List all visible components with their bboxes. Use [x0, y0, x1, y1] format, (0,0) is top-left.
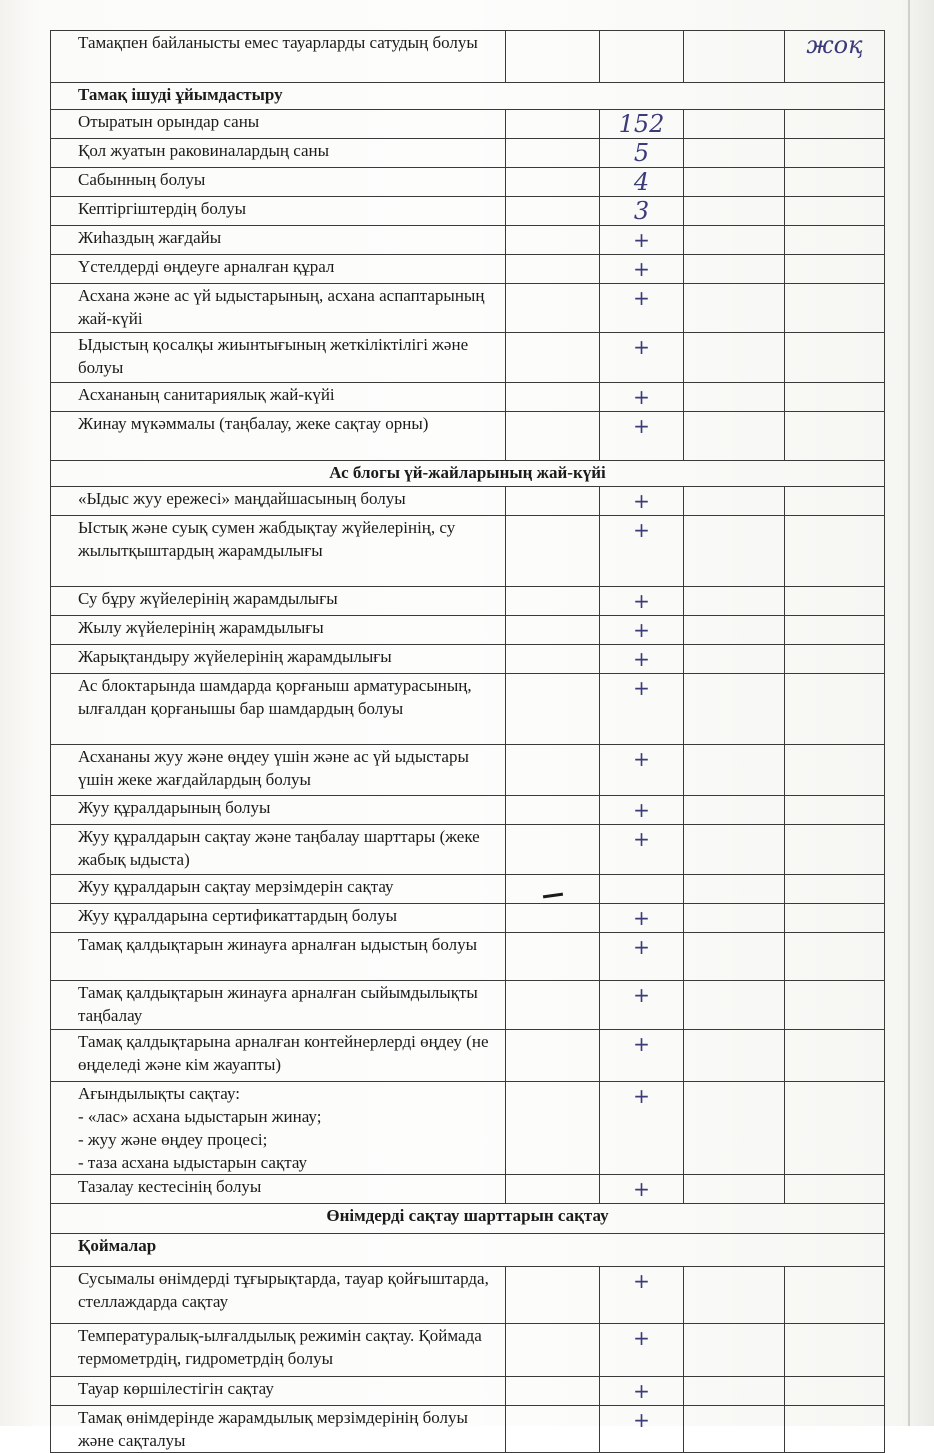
empty-cell — [785, 1406, 885, 1453]
handwritten-mark: + — [600, 333, 684, 383]
criterion-text: Тазалау кестесінің болуы — [51, 1175, 506, 1204]
empty-cell — [506, 139, 600, 168]
table-row — [51, 1175, 885, 1204]
empty-cell — [506, 745, 600, 796]
section-header-row — [51, 1234, 885, 1267]
empty-cell — [684, 933, 785, 981]
criterion-text: Ыдыстың қосалқы жиынтығының жеткіліктілігі және болуы — [51, 333, 506, 383]
criterion-text: Ыстық және суық сумен жабдықтау жүйелерінің, су жылытқыштардың жарамдылығы — [51, 516, 506, 587]
empty-cell — [785, 616, 885, 645]
empty-cell — [506, 255, 600, 284]
empty-cell — [684, 110, 785, 139]
empty-cell — [785, 1377, 885, 1406]
handwritten-mark: + — [600, 587, 684, 616]
empty-cell — [684, 168, 785, 197]
empty-cell — [684, 412, 785, 461]
section-title: Тамақ ішуді ұйымдастыру — [51, 83, 885, 110]
empty-cell — [506, 31, 600, 83]
page-edge — [908, 0, 910, 1426]
handwritten-mark: + — [600, 981, 684, 1030]
empty-cell — [506, 333, 600, 383]
empty-cell — [506, 981, 600, 1030]
handwritten-mark: + — [600, 1175, 684, 1204]
empty-cell — [785, 255, 885, 284]
criterion-text: Жиһаздың жағдайы — [51, 226, 506, 255]
empty-cell — [785, 516, 885, 587]
empty-cell — [785, 226, 885, 255]
table-row — [51, 226, 885, 255]
table-row — [51, 110, 885, 139]
criterion-text: Тауар көршілестігін сақтау — [51, 1377, 506, 1406]
empty-cell — [684, 825, 785, 875]
empty-cell — [684, 383, 785, 412]
criterion-text: «Ыдыс жуу ережесі» маңдайшасының болуы — [51, 487, 506, 516]
empty-cell — [684, 1406, 785, 1453]
empty-cell — [785, 284, 885, 333]
empty-cell — [684, 333, 785, 383]
table-row — [51, 284, 885, 333]
criterion-text: Ас блоктарында шамдарда қорғаныш арматурасының, ылғалдан қорғанышы бар шамдардың болуы — [51, 674, 506, 745]
criterion-text: Отыратын орындар саны — [51, 110, 506, 139]
empty-cell — [785, 1175, 885, 1204]
table-row — [51, 1377, 885, 1406]
table-row — [51, 796, 885, 825]
criterion-line: Ағындылықты сақтау: — [78, 1084, 240, 1103]
table-row — [51, 168, 885, 197]
empty-cell — [785, 1267, 885, 1324]
empty-cell — [684, 284, 785, 333]
table-row — [51, 197, 885, 226]
empty-cell — [684, 904, 785, 933]
criterion-text: Жинау мүкәммалы (таңбалау, жеке сақтау орны) — [51, 412, 506, 461]
criterion-text: Температуралық-ылғалдылық режимін сақтау. Қоймада термометрдің, гидрометрдің болуы — [51, 1324, 506, 1377]
empty-cell — [506, 1030, 600, 1082]
dash-mark — [506, 875, 600, 904]
empty-cell — [506, 226, 600, 255]
handwritten-mark: + — [600, 745, 684, 796]
criterion-text: Тамақпен байланысты емес тауарларды сатудың болуы — [51, 31, 506, 83]
handwritten-mark: + — [600, 284, 684, 333]
handwritten-mark: + — [600, 383, 684, 412]
empty-cell — [506, 674, 600, 745]
table-row — [51, 645, 885, 674]
table-row — [51, 933, 885, 981]
handwritten-mark: + — [600, 796, 684, 825]
empty-cell — [684, 487, 785, 516]
handwritten-mark: + — [600, 1324, 684, 1377]
handwritten-mark: + — [600, 616, 684, 645]
table-row — [51, 412, 885, 461]
empty-cell — [506, 616, 600, 645]
handwritten-mark: жоқ — [785, 31, 885, 83]
section-title: Өнімдерді сақтау шарттарын сақтау — [51, 1204, 885, 1234]
inspection-table-body — [51, 31, 885, 1453]
empty-cell — [785, 645, 885, 674]
empty-cell — [785, 796, 885, 825]
empty-cell — [684, 645, 785, 674]
empty-cell — [600, 875, 684, 904]
handwritten-mark: + — [600, 904, 684, 933]
empty-cell — [785, 745, 885, 796]
empty-cell — [684, 796, 785, 825]
empty-cell — [785, 487, 885, 516]
criterion-text: Жарықтандыру жүйелерінің жарамдылығы — [51, 645, 506, 674]
handwritten-mark: + — [600, 933, 684, 981]
empty-cell — [785, 197, 885, 226]
empty-cell — [506, 487, 600, 516]
empty-cell — [506, 110, 600, 139]
criterion-text: Қол жуатын раковиналардың саны — [51, 139, 506, 168]
section-title: Қоймалар — [51, 1234, 885, 1267]
handwritten-mark: 4 — [600, 168, 684, 197]
empty-cell — [785, 412, 885, 461]
table-row — [51, 1030, 885, 1082]
criterion-text: Тамақ қалдықтарын жинауға арналған сыйымдылықты таңбалау — [51, 981, 506, 1030]
handwritten-mark: + — [600, 1082, 684, 1175]
empty-cell — [506, 1377, 600, 1406]
section-title: Ас блогы үй-жайларының жай-күйі — [51, 461, 885, 487]
criterion-text: Кептіргіштердің болуы — [51, 197, 506, 226]
empty-cell — [684, 31, 785, 83]
criterion-text: Су бұру жүйелерінің жарамдылығы — [51, 587, 506, 616]
table-row — [51, 674, 885, 745]
handwritten-mark: + — [600, 674, 684, 745]
empty-cell — [506, 1324, 600, 1377]
criterion-text: Жуу құралдарын сақтау мерзімдерін сақтау — [51, 875, 506, 904]
empty-cell — [785, 1324, 885, 1377]
criterion-text: Тамақ қалдықтарын жинауға арналған ыдыстың болуы — [51, 933, 506, 981]
handwritten-mark: 3 — [600, 197, 684, 226]
empty-cell — [506, 587, 600, 616]
dash-icon — [542, 893, 562, 899]
criterion-text: Тамақ өнімдерінде жарамдылық мерзімдерінің болуы және сақталуы — [51, 1406, 506, 1453]
table-row — [51, 904, 885, 933]
empty-cell — [785, 1082, 885, 1175]
empty-cell — [785, 333, 885, 383]
handwritten-mark: 152 — [600, 110, 684, 139]
empty-cell — [785, 933, 885, 981]
empty-cell — [785, 587, 885, 616]
handwritten-mark: + — [600, 226, 684, 255]
empty-cell — [506, 1406, 600, 1453]
table-row — [51, 587, 885, 616]
handwritten-mark: + — [600, 1406, 684, 1453]
criterion-text: Сусымалы өнімдерді тұғырықтарда, тауар қойғыштарда, стеллаждарда сақтау — [51, 1267, 506, 1324]
inspection-table — [50, 30, 885, 1453]
handwritten-mark: + — [600, 516, 684, 587]
criterion-text: Жылу жүйелерінің жарамдылығы — [51, 616, 506, 645]
criterion-text: Жуу құралдарын сақтау және таңбалау шарттары (жеке жабық ыдыста) — [51, 825, 506, 875]
empty-cell — [506, 383, 600, 412]
empty-cell — [506, 933, 600, 981]
empty-cell — [684, 745, 785, 796]
empty-cell — [684, 1082, 785, 1175]
section-header-row — [51, 461, 885, 487]
table-row — [51, 875, 885, 904]
handwritten-mark: + — [600, 255, 684, 284]
table-row — [51, 487, 885, 516]
empty-cell — [785, 674, 885, 745]
empty-cell — [684, 875, 785, 904]
table-row — [51, 516, 885, 587]
handwritten-mark: + — [600, 1267, 684, 1324]
table-row — [51, 745, 885, 796]
empty-cell — [506, 1082, 600, 1175]
empty-cell — [506, 197, 600, 226]
empty-cell — [785, 1030, 885, 1082]
empty-cell — [785, 875, 885, 904]
empty-cell — [785, 383, 885, 412]
empty-cell — [684, 255, 785, 284]
empty-cell — [684, 197, 785, 226]
table-row — [51, 31, 885, 83]
empty-cell — [684, 1175, 785, 1204]
criterion-line: - жуу және өңдеу процесі; — [78, 1130, 268, 1149]
empty-cell — [785, 904, 885, 933]
handwritten-mark: + — [600, 1030, 684, 1082]
criterion-text: Тамақ қалдықтарына арналған контейнерлерді өңдеу (не өңделеді және кім жауапты) — [51, 1030, 506, 1082]
criterion-text: Жуу құралдарына сертификаттардың болуы — [51, 904, 506, 933]
empty-cell — [506, 796, 600, 825]
empty-cell — [506, 645, 600, 674]
criterion-text: Жуу құралдарының болуы — [51, 796, 506, 825]
empty-cell — [684, 1267, 785, 1324]
empty-cell — [506, 1175, 600, 1204]
empty-cell — [785, 981, 885, 1030]
empty-cell — [785, 139, 885, 168]
table-row — [51, 1267, 885, 1324]
criterion-text: Үстелдерді өңдеуге арналған құрал — [51, 255, 506, 284]
handwritten-mark: + — [600, 487, 684, 516]
criterion-text: Сабынның болуы — [51, 168, 506, 197]
criterion-text: Асхананы жуу және өңдеу үшін және ас үй ыдыстары үшін жеке жағдайлардың болуы — [51, 745, 506, 796]
criterion-text: Асхана және ас үй ыдыстарының, асхана аспаптарының жай-күйі — [51, 284, 506, 333]
handwritten-mark: + — [600, 645, 684, 674]
empty-cell — [506, 904, 600, 933]
empty-cell — [684, 1377, 785, 1406]
empty-cell — [506, 412, 600, 461]
empty-cell — [506, 825, 600, 875]
criterion-text — [51, 1082, 506, 1175]
table-row — [51, 255, 885, 284]
empty-cell — [506, 516, 600, 587]
table-row — [51, 1406, 885, 1453]
table-row — [51, 333, 885, 383]
empty-cell — [684, 981, 785, 1030]
empty-cell — [785, 825, 885, 875]
criterion-text: Асхананың санитариялық жай-күйі — [51, 383, 506, 412]
empty-cell — [684, 139, 785, 168]
empty-cell — [684, 516, 785, 587]
empty-cell — [684, 1030, 785, 1082]
criterion-line: - «лас» асхана ыдыстарын жинау; — [78, 1107, 322, 1126]
section-header-row — [51, 83, 885, 110]
handwritten-mark: + — [600, 1377, 684, 1406]
empty-cell — [785, 110, 885, 139]
table-row — [51, 825, 885, 875]
empty-cell — [684, 674, 785, 745]
table-row — [51, 1082, 885, 1175]
empty-cell — [506, 168, 600, 197]
empty-cell — [506, 284, 600, 333]
table-row — [51, 139, 885, 168]
empty-cell — [785, 168, 885, 197]
empty-cell — [600, 31, 684, 83]
criterion-line: - таза асхана ыдыстарын сақтау — [78, 1153, 308, 1172]
empty-cell — [684, 616, 785, 645]
handwritten-mark: 5 — [600, 139, 684, 168]
section-header-row — [51, 1204, 885, 1234]
handwritten-mark: + — [600, 825, 684, 875]
table-row — [51, 1324, 885, 1377]
table-row — [51, 383, 885, 412]
table-row — [51, 981, 885, 1030]
empty-cell — [684, 1324, 785, 1377]
empty-cell — [684, 587, 785, 616]
empty-cell — [506, 1267, 600, 1324]
handwritten-mark: + — [600, 412, 684, 461]
table-row — [51, 616, 885, 645]
empty-cell — [684, 226, 785, 255]
